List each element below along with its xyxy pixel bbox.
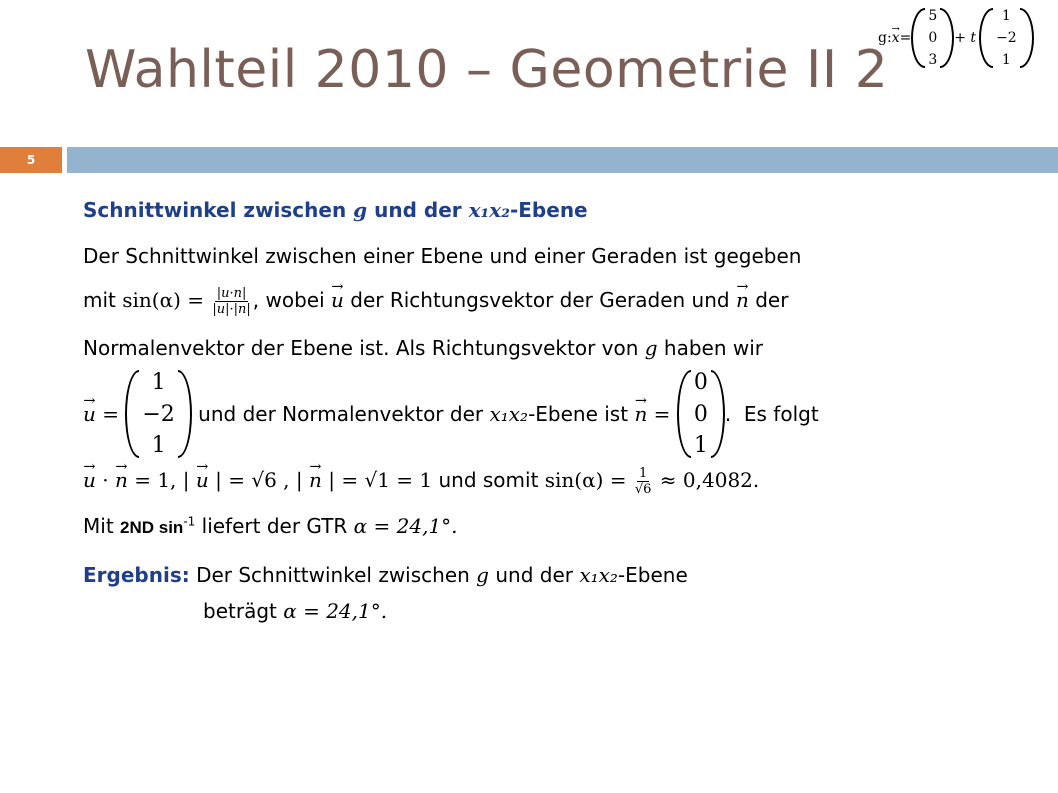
text-line-1: Der Schnittwinkel zwischen einer Ebene und einer Geraden ist gegeben [83,244,802,268]
result-line-1: Ergebnis: Der Schnittwinkel zwischen g und der x₁x₂-Ebene [83,563,688,587]
accent-bar [67,147,1058,173]
u-vector: 1 −2 1 [125,370,191,458]
line-equation-g [878,6,1034,70]
slide-title: Wahlteil 2010 – Geometrie II 2 [85,40,889,100]
eq-g-label: g: [878,30,892,46]
text-line-2: mit sin(α) = $\frac{|u\cdot n|}{|u|\cdot|n|}$ , wobei → u der Richtungsvektor der Geraden und → n der [83,286,788,317]
result-line-2: beträgt α = 24,1°. [203,599,388,623]
slide-number: 5 [0,147,62,173]
eq-x-vector: → x [892,30,900,46]
direction-vector: 1 −2 1 [979,8,1034,68]
calculator-key: 2ND sin [120,518,184,537]
text-line-3: Normalenvektor der Ebene ist. Als Richtungsvektor von g haben wir [83,336,764,360]
section-heading: Schnittwinkel zwischen g und der x₁x₂-Ebene [83,198,588,222]
support-vector: 5 0 3 [911,8,954,68]
sin-value-fraction: $\frac{1}{√6}$ [634,466,652,497]
text-line-4: → u = 1 −2 1 und der Normalenvektor der x₁x₂ -Ebene ist → n = 0 0 1 . Es folgt [83,368,819,460]
n-vector: 0 0 1 [677,370,725,458]
angle-formula-fraction: $\frac{|u\cdot n|}{|u|\cdot|n|}$ [212,286,251,317]
result-label: Ergebnis: [83,563,190,587]
text-line-6: Mit 2ND $\sin^{-1}$ liefert der GTR α = 24,1°. [83,514,458,538]
eq-equals: = [899,30,912,46]
text-line-5: → u · → n = 1, | → u | = √6 , | → n | = √1 = 1 und somit sin(α) = $\frac{1}{√6}$ ≈ 0,4082. [83,466,759,497]
eq-plus-t: + t [954,30,977,46]
